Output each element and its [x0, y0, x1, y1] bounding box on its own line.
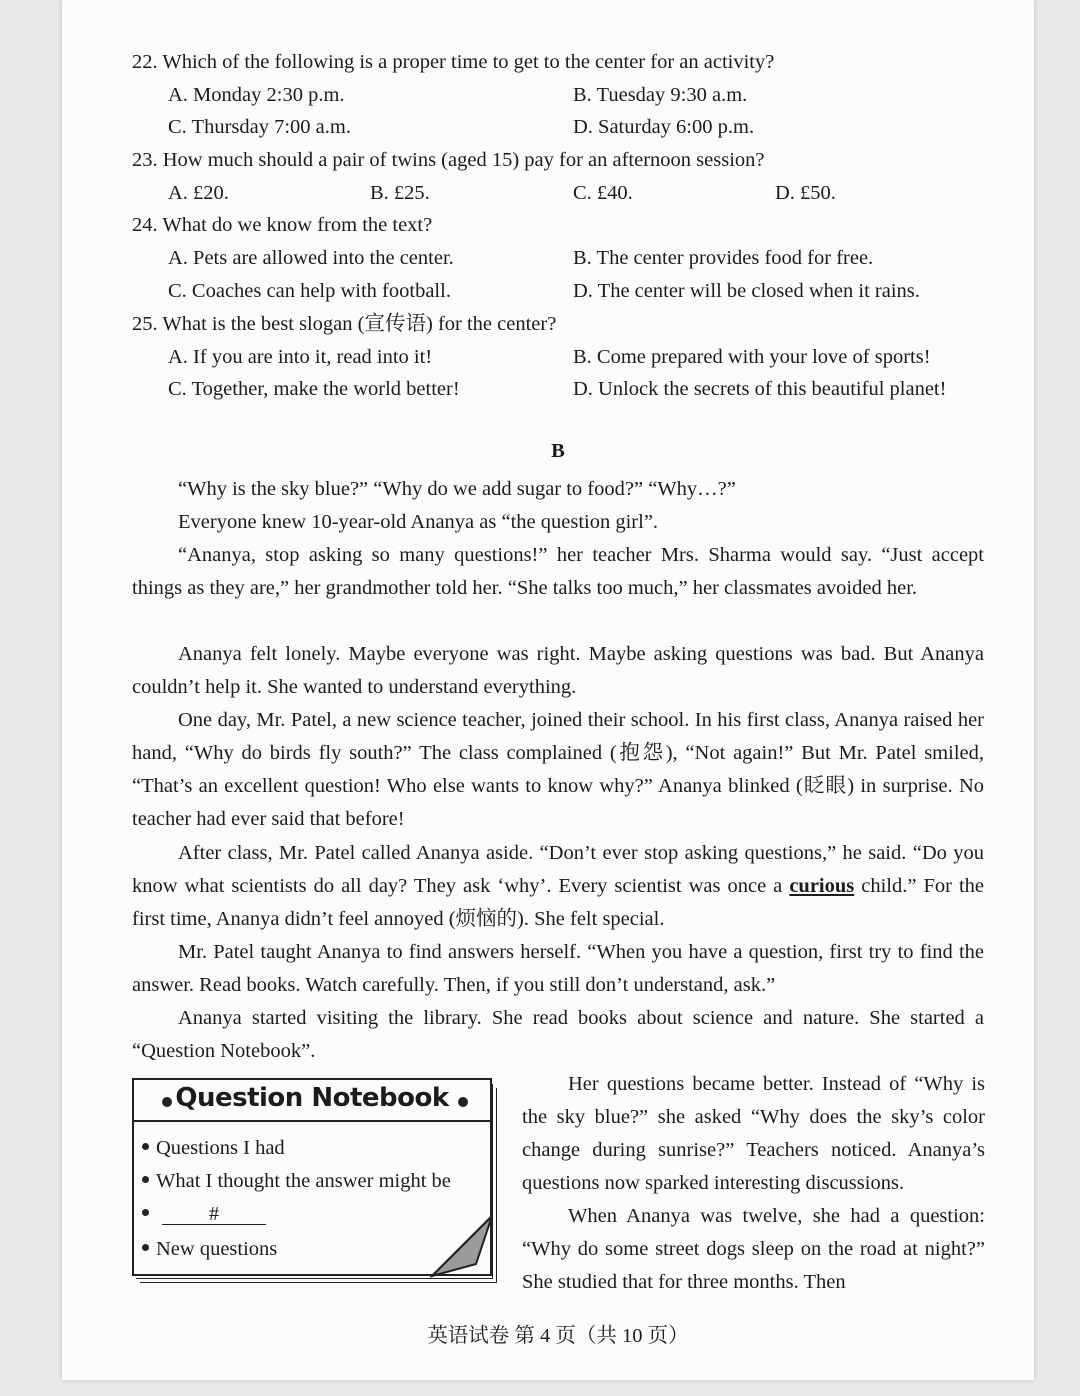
paragraph-9-text: Her questions became better. Instead of “Why is the sky blue?” she asked “Why does the sky’s color change during sunrise?” Teachers noticed. Ananya’s questions now sparked interesting discussions.: [522, 1073, 985, 1194]
paragraph-6-text-a: After class, Mr. Patel called Ananya aside. “Don’t ever stop asking questions,” he said. “Do you know what scientists do all day? They ask ‘why’. Every scientist was once a: [132, 842, 984, 897]
paragraph-6: [132, 837, 984, 936]
question-23-option-c: C. £40.: [573, 182, 633, 204]
notebook-item-blank: [142, 1202, 266, 1226]
question-22-option-d: D. Saturday 6:00 p.m.: [573, 116, 755, 138]
paragraph-4-text: Ananya felt lonely. Maybe everyone was right. Maybe asking questions was bad. But Ananya couldn’t help it. She wanted to understand everything.: [132, 643, 984, 698]
paragraph-7-text: Mr. Patel taught Ananya to find answers herself. “When you have a question, first try to find the answer. Read books. Watch carefully. Then, if you still don’t understand, ask.”: [132, 941, 984, 996]
blank-line: #: [162, 1204, 266, 1225]
question-22-option-b: B. Tuesday 9:30 a.m.: [573, 84, 748, 106]
question-22-option-a: A. Monday 2:30 p.m.: [168, 84, 345, 106]
paragraph-8-text: Ananya started visiting the library. She read books about science and nature. She started a “Question Notebook”.: [132, 1007, 984, 1062]
question-24-stem: 24. What do we know from the text?: [132, 214, 433, 236]
paragraph-4: [132, 638, 984, 704]
question-24-option-c: C. Coaches can help with football.: [168, 280, 451, 302]
paragraph-5: [132, 704, 984, 836]
paragraph-1-text: “Why is the sky blue?” “Why do we add sugar to food?” “Why…?”: [178, 478, 736, 500]
paragraph-10-text: When Ananya was twelve, she had a question: “Why do some street dogs sleep on the road at night?” She studied that for three months. Then: [522, 1205, 985, 1293]
notebook-item: [142, 1169, 451, 1193]
question-22-stem: 22. Which of the following is a proper time to get to the center for an activity?: [132, 51, 775, 73]
paragraph-1: [132, 473, 984, 506]
paragraph-10: [522, 1200, 985, 1299]
question-25-stem: 25. What is the best slogan (宣传语) for the center?: [132, 313, 557, 335]
question-23-option-a: A. £20.: [168, 182, 229, 204]
question-23-option-d: D. £50.: [775, 182, 836, 204]
paragraph-7: [132, 936, 984, 1002]
question-23-stem: 23. How much should a pair of twins (aged 15) pay for an afternoon session?: [132, 149, 765, 171]
section-heading: B: [551, 440, 565, 462]
question-25-option-b: B. Come prepared with your love of sports!: [573, 346, 931, 368]
notebook-title: Question Notebook: [175, 1083, 449, 1113]
paragraph-6-text-b: child.” For the first time, Ananya didn’t feel annoyed (烦恼的). She felt special.: [132, 875, 985, 930]
paragraph-3: [132, 539, 984, 605]
page-footer: 英语试卷 第 4 页（共 10 页）: [427, 1325, 689, 1347]
question-24-option-b: B. The center provides food for free.: [573, 247, 874, 269]
paragraph-9: [522, 1068, 985, 1200]
paragraph-5-text: One day, Mr. Patel, a new science teacher, joined their school. In his first class, Ananya raised her hand, “Why do birds fly south?” The class complained (抱怨), “Not again!” But Mr. Patel smiled, “That’s an excellent question! Who else wants to know why?” Ananya blinked (眨眼) in surprise. No teacher had ever said that before!: [132, 709, 984, 830]
question-23-option-b: B. £25.: [370, 182, 430, 204]
page-curl-icon: [430, 1212, 494, 1278]
underlined-keyword: curious: [789, 875, 855, 897]
paragraph-2-text: Everyone knew 10-year-old Ananya as “the question girl”.: [178, 511, 659, 533]
paragraph-8: [132, 1002, 984, 1068]
notebook-item: [142, 1237, 277, 1261]
question-24-option-a: A. Pets are allowed into the center.: [168, 247, 454, 269]
paragraph-2: [132, 506, 984, 539]
notebook-header: [134, 1080, 490, 1122]
notebook-item: [142, 1136, 285, 1160]
question-22-option-c: C. Thursday 7:00 a.m.: [168, 116, 351, 138]
question-25-option-d: D. Unlock the secrets of this beautiful planet!: [573, 378, 947, 400]
question-25-option-c: C. Together, make the world better!: [168, 378, 460, 400]
exam-page: [62, 0, 1034, 1380]
paragraph-3-text: “Ananya, stop asking so many questions!” her teacher Mrs. Sharma would say. “Just accept things as they are,” her grandmother told her. “She talks too much,” her classmates avoided her.: [132, 544, 984, 599]
question-notebook-figure: [132, 1078, 502, 1284]
notebook-item-text: What I thought the answer might be: [156, 1170, 451, 1192]
bullet-dot: [458, 1097, 468, 1107]
question-25-option-a: A. If you are into it, read into it!: [168, 346, 433, 368]
question-24-option-d: D. The center will be closed when it rains.: [573, 280, 920, 302]
notebook-item-text: Questions I had: [156, 1137, 285, 1159]
notebook-item-text: New questions: [156, 1238, 278, 1260]
